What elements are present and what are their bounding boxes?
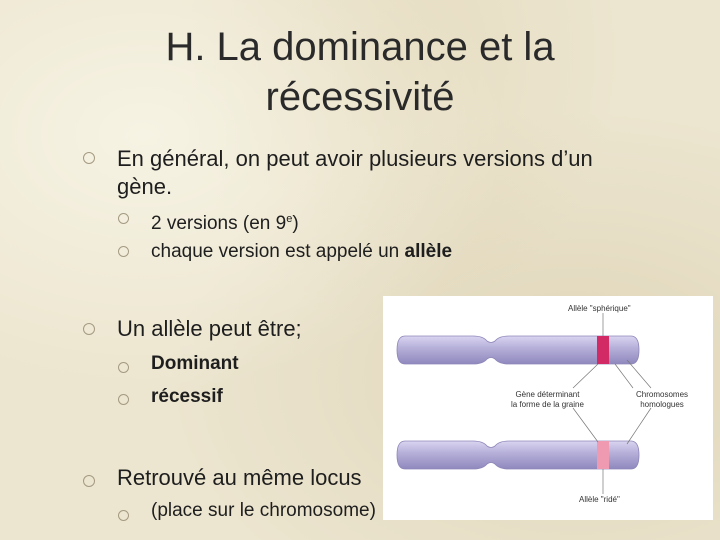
label-homologous-line-1: Chromosomes	[636, 390, 689, 399]
bullet-icon	[83, 152, 95, 164]
bold-term: allèle	[404, 241, 453, 262]
slide-title	[110, 22, 610, 122]
chromosome-bottom	[397, 441, 639, 469]
chromosome-figure	[383, 296, 713, 520]
label-allele-wrinkled: Allèle "ridé"	[579, 495, 620, 504]
bullet-text: Un allèle peut être;	[117, 316, 302, 341]
sub-bullet-icon	[118, 394, 129, 405]
bullet-text: Retrouvé au même locus	[117, 465, 362, 490]
sub-bullet-text-main: chaque version est appelé un	[151, 241, 405, 262]
sub-bullet-icon	[118, 246, 129, 257]
sub-bullet-icon	[118, 362, 129, 373]
sub-bullet-text	[151, 207, 299, 236]
label-gene-line-2: la forme de la graine	[511, 400, 584, 409]
bullet-icon	[83, 323, 95, 335]
sub-bullet-icon	[118, 510, 129, 521]
title-line-1: H. La dominance et la	[165, 25, 555, 69]
label-homologous-line-2: homologues	[640, 400, 684, 409]
label-gene	[511, 390, 584, 410]
label-gene-line-1: Gène déterminant	[515, 390, 580, 399]
sub-bullet-icon	[118, 213, 129, 224]
bullet-text-line-1: En général, on peut avoir plusieurs versions d’un	[117, 146, 593, 171]
sub-bullet-text: Dominant	[151, 353, 239, 374]
allele-band-top	[597, 336, 609, 364]
chromosome-top	[397, 336, 639, 364]
sub-bullet-text-main: 2 versions (en 9	[151, 213, 287, 234]
sub-bullet-text: récessif	[151, 386, 223, 407]
superscript: e	[286, 213, 293, 225]
bullet-icon	[83, 475, 95, 487]
bullet-text-line-2: gène.	[117, 174, 173, 199]
sub-bullet-text-end: )	[292, 213, 299, 234]
sub-bullet-text	[151, 240, 452, 264]
sub-bullet-text: (place sur le chromosome)	[151, 500, 376, 521]
title-line-2: récessivité	[265, 75, 455, 119]
allele-band-bottom	[597, 441, 609, 469]
bullet-text	[117, 145, 593, 201]
label-allele-round: Allèle "sphérique"	[568, 304, 631, 313]
label-homologous	[636, 390, 688, 410]
